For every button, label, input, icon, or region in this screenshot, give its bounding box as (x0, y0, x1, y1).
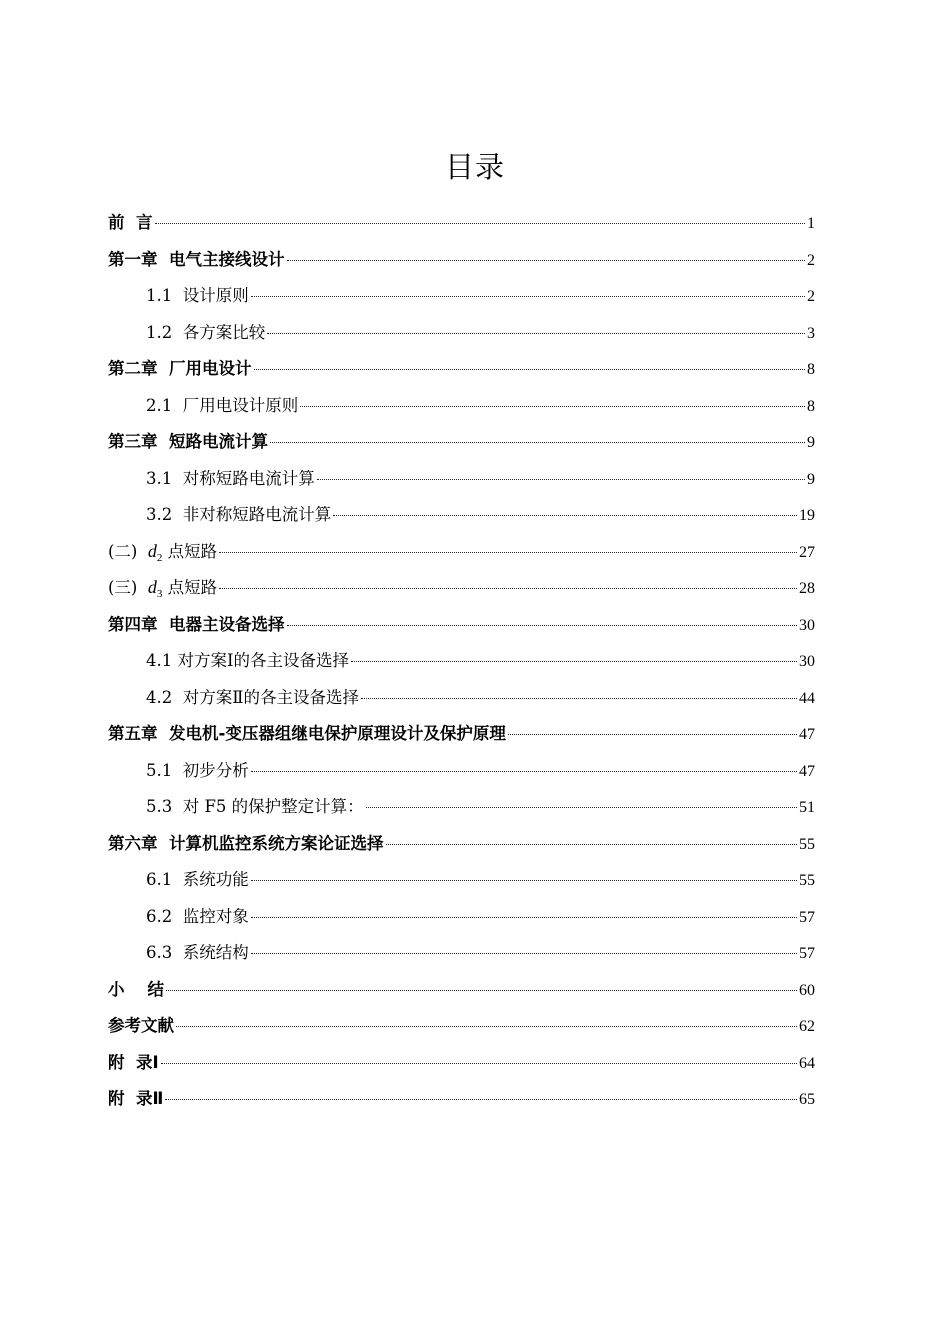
dot-leader (361, 697, 797, 699)
toc-page-number: 62 (799, 1018, 815, 1035)
toc-entry[interactable] (108, 605, 815, 642)
toc-entry-prefix: (三) (108, 578, 138, 597)
toc-entry[interactable] (108, 495, 815, 532)
toc-entry[interactable] (108, 860, 815, 897)
toc-entry-label: 1.2 各方案比较 (146, 322, 266, 342)
dot-leader (270, 441, 805, 443)
dot-leader (219, 551, 797, 553)
toc-entry[interactable] (108, 386, 815, 423)
toc-entry-label: 第三章 短路电流计算 (108, 432, 268, 451)
toc-entry-suffix: 点短路 (167, 541, 218, 561)
dot-leader (219, 587, 797, 589)
dot-leader (317, 478, 805, 480)
dot-leader (251, 916, 797, 918)
toc-page-number: 60 (799, 981, 815, 999)
toc-entry-label: 1.1 设计原则 (146, 286, 249, 305)
dot-leader (251, 295, 805, 297)
dot-leader (166, 989, 797, 991)
toc-page-number: 30 (799, 653, 815, 670)
toc-page-number: 30 (799, 616, 815, 634)
dot-leader (251, 952, 797, 954)
toc-page-number: 19 (799, 507, 815, 524)
dot-leader (251, 879, 797, 881)
dot-leader (508, 733, 797, 735)
table-of-contents (108, 203, 815, 1116)
dot-leader (254, 368, 806, 370)
dot-leader (161, 1062, 797, 1064)
toc-entry[interactable] (108, 1006, 815, 1043)
toc-entry[interactable] (108, 422, 815, 459)
toc-entry[interactable] (108, 970, 815, 1007)
toc-entry[interactable] (108, 532, 815, 569)
toc-entry-label: 3.1 对称短路电流计算 (146, 468, 315, 488)
toc-page-number: 3 (807, 324, 815, 342)
toc-entry[interactable] (108, 203, 815, 240)
toc-entry[interactable] (108, 1043, 815, 1080)
toc-page-number: 55 (799, 872, 815, 889)
toc-entry[interactable] (108, 678, 815, 715)
toc-entry-label: 第一章 电气主接线设计 (108, 249, 285, 269)
toc-entry-label: 4.1 对方案Ⅰ的各主设备选择 (146, 651, 350, 670)
toc-entry[interactable] (108, 933, 815, 970)
toc-page-number: 2 (807, 251, 815, 269)
toc-entry-label: 5.1 初步分析 (146, 760, 249, 780)
toc-page-number: 27 (799, 543, 815, 561)
toc-page-number: 9 (807, 470, 815, 488)
toc-entry[interactable] (108, 313, 815, 350)
dot-leader (366, 806, 797, 808)
dot-leader (287, 259, 806, 261)
toc-page-number: 57 (799, 908, 815, 926)
toc-entry[interactable] (108, 714, 815, 751)
toc-entry-label: 6.1 系统功能 (146, 870, 249, 889)
toc-entry[interactable] (108, 824, 815, 861)
dot-leader (333, 514, 797, 516)
toc-entry[interactable] (108, 276, 815, 313)
toc-page-number: 9 (807, 434, 815, 451)
toc-entry[interactable] (108, 787, 815, 824)
toc-page-number: 47 (799, 726, 815, 743)
toc-page-number: 2 (807, 288, 815, 305)
toc-entry-label: 6.3 系统结构 (146, 943, 249, 962)
toc-entry[interactable] (108, 568, 815, 605)
toc-entry[interactable] (108, 349, 815, 386)
toc-page-number: 55 (799, 835, 815, 853)
toc-entry[interactable] (108, 240, 815, 277)
toc-entry-label: 前 言 (108, 213, 153, 232)
toc-entry-label: 2.1 厂用电设计原则 (146, 395, 299, 415)
toc-entry[interactable] (108, 459, 815, 496)
toc-entry-label: 4.2 对方案Ⅱ的各主设备选择 (146, 687, 359, 707)
toc-page-number: 1 (807, 215, 815, 232)
toc-entry-label: 第二章 厂用电设计 (108, 359, 252, 378)
dot-leader (176, 1025, 797, 1027)
toc-entry-label: 小 结 (108, 979, 164, 999)
toc-entry-label: 附 录Ⅰ (108, 1052, 159, 1072)
toc-entry-label: 附 录Ⅱ (108, 1089, 164, 1108)
toc-entry-label (108, 538, 217, 564)
toc-entry-suffix: 点短路 (167, 578, 218, 597)
toc-entry[interactable] (108, 1079, 815, 1116)
dot-leader (351, 660, 797, 662)
variable-subscript: 2 (156, 551, 163, 564)
dot-leader (300, 405, 805, 407)
dot-leader (386, 843, 798, 845)
variable-subscript: 3 (156, 588, 163, 600)
toc-page-number: 47 (799, 762, 815, 780)
dot-leader (155, 222, 806, 224)
toc-page-number: 8 (807, 361, 815, 378)
toc-entry-label: 第六章 计算机监控系统方案论证选择 (108, 833, 384, 853)
dot-leader (165, 1098, 797, 1100)
toc-page-number: 28 (799, 580, 815, 597)
dot-leader (251, 770, 797, 772)
toc-page-number: 64 (799, 1054, 815, 1072)
toc-entry[interactable] (108, 751, 815, 788)
toc-entry[interactable] (108, 897, 815, 934)
toc-page-number: 65 (799, 1091, 815, 1108)
toc-page-number: 44 (799, 689, 815, 707)
toc-entry[interactable] (108, 641, 815, 678)
dot-leader (267, 332, 805, 334)
dot-leader (287, 624, 798, 626)
toc-entry-label: 3.2 非对称短路电流计算 (146, 505, 332, 524)
toc-page-number: 8 (807, 397, 815, 415)
toc-entry-prefix: (二) (108, 541, 138, 561)
toc-entry-label: 6.2 监控对象 (146, 906, 249, 926)
toc-entry-label (108, 574, 217, 600)
toc-entry-label: 5.3 对 F5 的保护整定计算： (146, 797, 364, 816)
toc-entry-label: 第四章 电器主设备选择 (108, 614, 285, 634)
toc-entry-label: 参考文献 (108, 1016, 174, 1035)
toc-page-number: 57 (799, 945, 815, 962)
toc-entry-label: 第五章 发电机-变压器组继电保护原理设计及保护原理 (108, 724, 506, 743)
variable-d: d (147, 577, 157, 597)
toc-page-number: 51 (799, 799, 815, 816)
variable-d: d (147, 540, 157, 561)
page-title: 目录 (444, 150, 505, 184)
